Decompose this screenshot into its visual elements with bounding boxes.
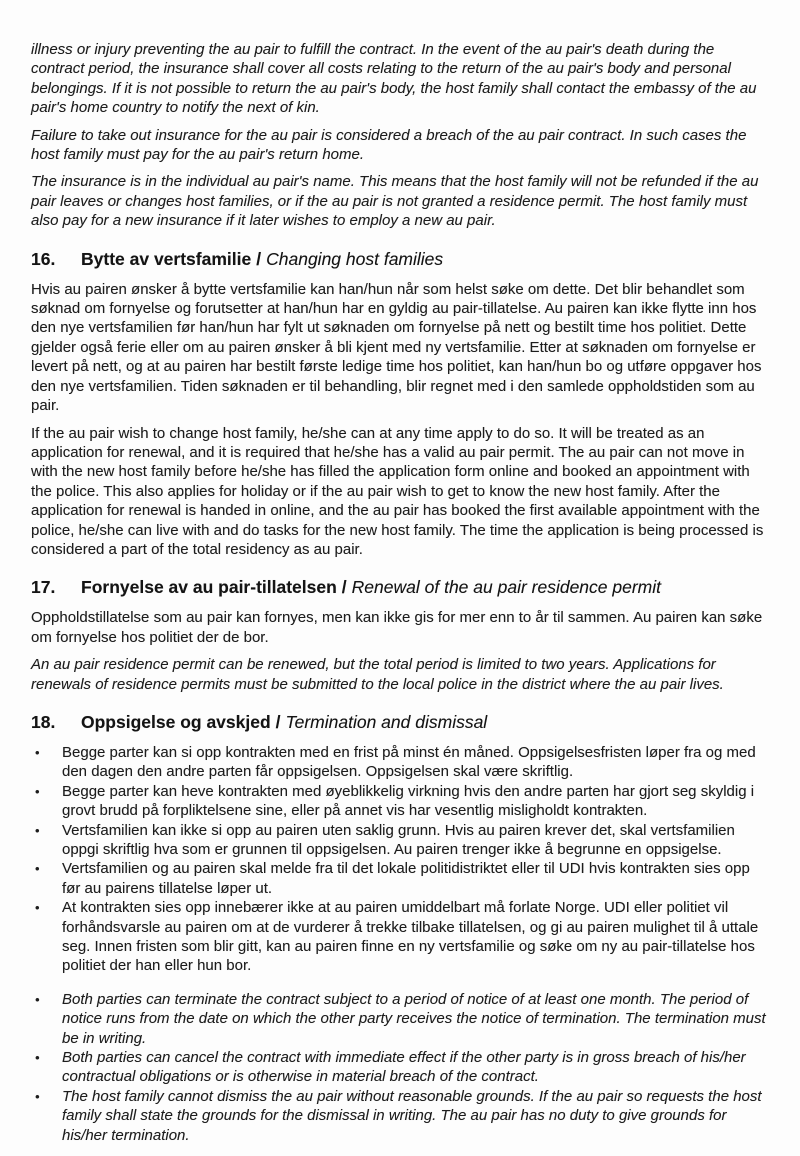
section-17-heading: [31, 577, 770, 598]
bullet-item-no-notify-police-udi: • Vertsfamilien og au pairen skal melde fra til det lokale politidistriktet eller til UDI hvis kontrakten sies opp før au pairens tillatelse løper ut.: [31, 859, 770, 898]
section-18-bullet-list-norwegian: [31, 743, 770, 976]
intro-paragraph-insurance-continuation: illness or injury preventing the au pair to fulfill the contract. In the event of the au pair's death during the contract period, the insurance shall cover all costs relating to the return of the au pair's body and personal belongings. If it is not possible to return the au pair's body, the host family shall contact the embassy of the au pair's home country to notify the next of kin.: [31, 41, 757, 117]
bullet-item-no-reasonable-grounds: • Vertsfamilien kan ikke si opp au pairen uten saklig grunn. Hvis au pairen krever det, skal vertsfamilien oppgi skriftlig hva som er grunnen til oppsigelsen. Au pairen trenger ikke å begrunne en oppsigelse.: [31, 821, 770, 860]
bullet-item-en-reasonable-grounds: • The host family cannot dismiss the au pair without reasonable grounds. If the au pair so requests the host family shall state the grounds for the dismissal in writing. The au pair has no duty to give grounds for his/her termination.: [31, 1087, 770, 1145]
section-16-paragraph-norwegian: Hvis au pairen ønsker å bytte vertsfamilie kan han/hun når som helst søke om dette. Det blir behandlet som søknad om fornyelse og forutsetter at han/hun har en gyldig au pair-tillatelse. Au pairen kan ikke flytte inn hos den nye vertsfamilien før han/hun har fylt ut søknaden om fornyelse på nett og bestilt time hos politiet. Dette gjelder også ferie eller om au pairen ønsker å bli kjent med ny vertsfamilie. Etter at søknaden om fornyelse er levert på nett, og at au pairen har bestilt første ledige time hos politiet, kan han/hun bo og utføre oppgaver hos den nye vertsfamilien. Tiden søknaden er til behandling, blir regnet med i den samlede oppholdstiden som au pair.: [31, 280, 762, 415]
intro-paragraph-insurance-name: The insurance is in the individual au pair's name. This means that the host family will not be refunded if the au pair leaves or changes host families, or if the au pair is not granted a residence permit. The host family must also pay for a new insurance if it later wishes to employ a new au pair.: [31, 173, 759, 230]
section-17-paragraph-english: An au pair residence permit can be renewed, but the total period is limited to two years. Applications for renewals of residence permits must be submitted to the local police in the district where the au pair lives.: [31, 656, 724, 693]
section-16-number: 16.: [31, 248, 56, 269]
section-18-title: [81, 712, 487, 733]
bullet-item-en-termination-notice: • Both parties can terminate the contract subject to a period of notice of at least one month. The period of notice runs from the date on which the other party receives the notice of termination. The termination must be in writing.: [31, 990, 770, 1048]
section-18-title-english: Termination and dismissal: [285, 711, 488, 732]
section-18-title-norwegian: Oppsigelse og avskjed: [81, 711, 271, 732]
section-18-heading: [31, 712, 770, 733]
section-17-title-norwegian: Fornyelse av au pair-tillatelsen: [81, 577, 337, 598]
section-18-number: 18.: [31, 711, 56, 732]
section-16-paragraph-english: If the au pair wish to change host family, he/she can at any time apply to do so. It will be treated as an application for renewal, and it is required that he/she has a valid au pair permit. The au pair can not move in with the new host family before he/she has filled the application form online and booked an appointment with the police. This also applies for holiday or if the au pair wish to get to know the new host family. After the application for renewal is handed in online, and the au pair has booked the first available appointment with the police, he/she can live with and do tasks for the new host family. The time the application is being processed is considered a part of the total residency as au pair.: [31, 424, 764, 558]
bullet-item-no-not-immediate-leave: • At kontrakten sies opp innebærer ikke at au pairen umiddelbart må forlate Norge. UDI eller politiet vil forhåndsvarsle au pairen om at de vurderer å trekke tilbake tillatelsen, og gi au pairen mulighet til å uttale seg. Innen fristen som blir gitt, kan au pairen finne en ny vertsfamilie og søke om ny au pair-tillatelse hos politiet der han eller hun bor.: [31, 898, 770, 976]
section-17-title: [81, 577, 661, 598]
section-16-heading: [31, 249, 770, 270]
section-17-title-separator: /: [341, 577, 347, 598]
section-16-title-english: Changing host families: [266, 248, 444, 269]
section-18-bullet-list-english: [31, 990, 770, 1145]
section-16-title-separator: /: [256, 248, 262, 269]
section-17-number: 17.: [31, 577, 56, 598]
section-18-title-separator: /: [275, 711, 281, 732]
section-16-title: [81, 249, 443, 270]
bullet-item-no-immediate-cancel: • Begge parter kan heve kontrakten med øyeblikkelig virkning hvis den andre parten har gjort seg skyldig i grovt brudd på forpliktelsene sine, eller på annet vis har vesentlig misligholdt kontrakten.: [31, 782, 770, 821]
section-17-title-english: Renewal of the au pair residence permit: [351, 577, 662, 598]
section-17-paragraph-norwegian: Oppholdstillatelse som au pair kan fornyes, men kan ikke gis for mer enn to år til sammen. Au pairen kan søke om fornyelse hos politiet der de bor.: [31, 609, 763, 646]
bullet-item-en-immediate-cancel: • Both parties can cancel the contract with immediate effect if the other party is in gross breach of his/her contractual obligations or is otherwise in material breach of the contract.: [31, 1048, 770, 1087]
intro-paragraph-insurance-breach: Failure to take out insurance for the au pair is considered a breach of the au pair contract. In such cases the host family must pay for the au pair's return home.: [31, 126, 747, 164]
section-16-title-norwegian: Bytte av vertsfamilie: [81, 248, 252, 269]
bullet-item-no-termination-notice: • Begge parter kan si opp kontrakten med en frist på minst én måned. Oppsigelsesfristen løper fra og med den dagen den andre parten får oppsigelsen. Oppsigelsen skal være skriftlig.: [31, 743, 770, 782]
